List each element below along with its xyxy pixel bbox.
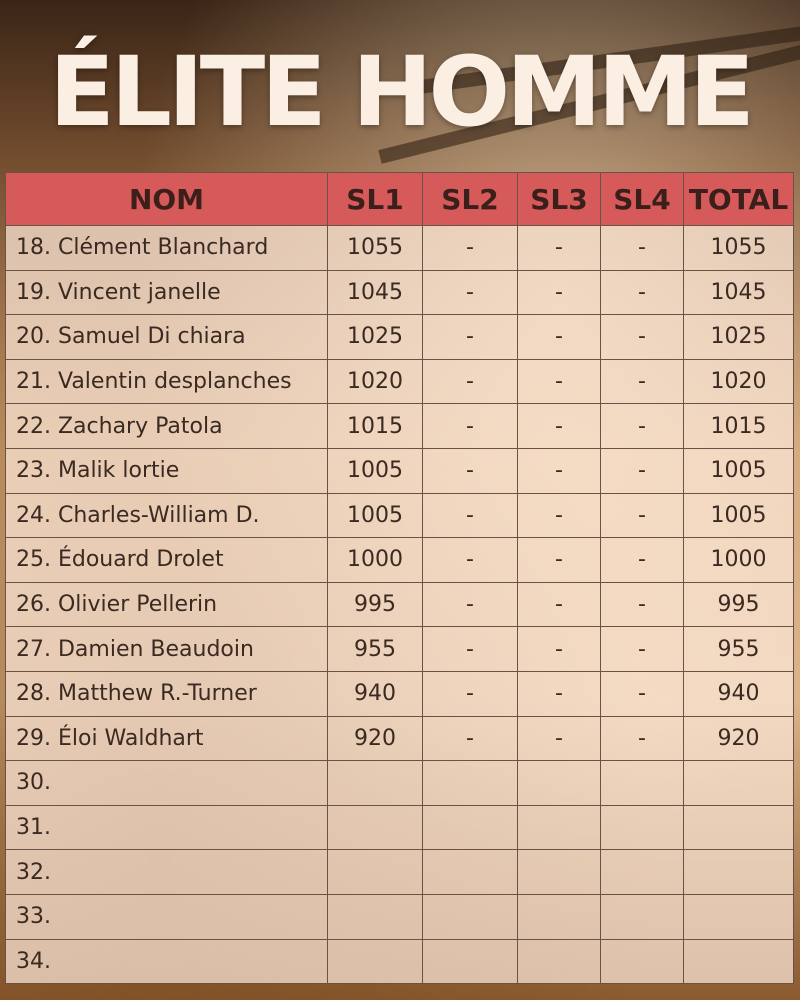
cell-sl1	[328, 850, 423, 895]
cell-name: 25. Édouard Drolet	[6, 538, 328, 583]
cell-name: 18. Clément Blanchard	[6, 226, 328, 271]
cell-sl3	[518, 805, 601, 850]
cell-sl4: -	[601, 315, 684, 360]
cell-sl3: -	[518, 359, 601, 404]
cell-total: 1045	[684, 270, 794, 315]
cell-total: 1000	[684, 538, 794, 583]
cell-sl4: -	[601, 270, 684, 315]
cell-sl2: -	[423, 404, 518, 449]
cell-name: 28. Matthew R.-Turner	[6, 671, 328, 716]
cell-name: 29. Éloi Waldhart	[6, 716, 328, 761]
standings-table	[5, 172, 794, 984]
cell-name: 23. Malik lortie	[6, 448, 328, 493]
cell-sl4: -	[601, 226, 684, 271]
cell-sl1: 955	[328, 627, 423, 672]
cell-sl3: -	[518, 493, 601, 538]
table-row	[6, 226, 794, 271]
table-row	[6, 850, 794, 895]
cell-sl3: -	[518, 671, 601, 716]
cell-name: 19. Vincent janelle	[6, 270, 328, 315]
table-row	[6, 270, 794, 315]
cell-total: 1015	[684, 404, 794, 449]
table-row	[6, 805, 794, 850]
cell-sl2: -	[423, 671, 518, 716]
cell-total: 940	[684, 671, 794, 716]
cell-name: 26. Olivier Pellerin	[6, 582, 328, 627]
cell-sl1: 1045	[328, 270, 423, 315]
cell-sl1: 920	[328, 716, 423, 761]
cell-sl1: 1005	[328, 493, 423, 538]
cell-sl2: -	[423, 627, 518, 672]
cell-sl3	[518, 761, 601, 806]
cell-total: 1020	[684, 359, 794, 404]
column-header-sl2: SL2	[423, 173, 518, 226]
table-row	[6, 894, 794, 939]
cell-sl4	[601, 939, 684, 984]
cell-sl2	[423, 805, 518, 850]
cell-sl1: 1015	[328, 404, 423, 449]
cell-name: 22. Zachary Patola	[6, 404, 328, 449]
cell-sl2: -	[423, 315, 518, 360]
cell-sl2: -	[423, 493, 518, 538]
column-header-sl3: SL3	[518, 173, 601, 226]
cell-sl4	[601, 805, 684, 850]
table-row	[6, 671, 794, 716]
cell-total: 995	[684, 582, 794, 627]
table-row	[6, 315, 794, 360]
cell-sl3: -	[518, 404, 601, 449]
cell-total	[684, 850, 794, 895]
cell-sl2: -	[423, 270, 518, 315]
cell-name: 33.	[6, 894, 328, 939]
cell-sl3	[518, 939, 601, 984]
cell-sl2: -	[423, 538, 518, 583]
cell-sl4: -	[601, 493, 684, 538]
cell-sl4: -	[601, 627, 684, 672]
table-row	[6, 404, 794, 449]
cell-name: 27. Damien Beaudoin	[6, 627, 328, 672]
cell-sl3: -	[518, 270, 601, 315]
cell-name: 20. Samuel Di chiara	[6, 315, 328, 360]
cell-sl2: -	[423, 226, 518, 271]
cell-sl2	[423, 894, 518, 939]
cell-name: 30.	[6, 761, 328, 806]
table-row	[6, 538, 794, 583]
cell-sl4	[601, 894, 684, 939]
cell-sl2: -	[423, 359, 518, 404]
cell-sl1	[328, 894, 423, 939]
cell-sl4: -	[601, 538, 684, 583]
cell-sl1	[328, 805, 423, 850]
table-row	[6, 761, 794, 806]
cell-sl3: -	[518, 448, 601, 493]
cell-total: 955	[684, 627, 794, 672]
cell-sl1: 1025	[328, 315, 423, 360]
cell-sl1: 1005	[328, 448, 423, 493]
cell-sl4	[601, 850, 684, 895]
cell-sl3: -	[518, 716, 601, 761]
cell-sl1	[328, 761, 423, 806]
table-row	[6, 493, 794, 538]
table-row	[6, 582, 794, 627]
table-row	[6, 448, 794, 493]
column-header-sl4: SL4	[601, 173, 684, 226]
cell-sl3	[518, 894, 601, 939]
cell-sl2	[423, 939, 518, 984]
cell-sl1: 940	[328, 671, 423, 716]
table-body	[6, 226, 794, 984]
column-header-sl1: SL1	[328, 173, 423, 226]
cell-total	[684, 805, 794, 850]
cell-sl4: -	[601, 582, 684, 627]
cell-sl3: -	[518, 582, 601, 627]
cell-total: 1055	[684, 226, 794, 271]
cell-name: 24. Charles-William D.	[6, 493, 328, 538]
cell-total	[684, 939, 794, 984]
cell-name: 32.	[6, 850, 328, 895]
cell-sl1: 995	[328, 582, 423, 627]
table-row	[6, 627, 794, 672]
column-header-nom: NOM	[6, 173, 328, 226]
table-row	[6, 939, 794, 984]
cell-sl2	[423, 761, 518, 806]
cell-sl2: -	[423, 448, 518, 493]
cell-sl1	[328, 939, 423, 984]
cell-sl3: -	[518, 315, 601, 360]
cell-sl3	[518, 850, 601, 895]
cell-total	[684, 894, 794, 939]
table-header-row	[6, 173, 794, 226]
cell-total: 1005	[684, 448, 794, 493]
cell-sl4: -	[601, 359, 684, 404]
cell-sl3: -	[518, 538, 601, 583]
cell-total	[684, 761, 794, 806]
cell-name: 21. Valentin desplanches	[6, 359, 328, 404]
cell-sl2	[423, 850, 518, 895]
cell-sl3: -	[518, 226, 601, 271]
cell-total: 1025	[684, 315, 794, 360]
cell-sl4: -	[601, 671, 684, 716]
cell-name: 31.	[6, 805, 328, 850]
cell-sl1: 1020	[328, 359, 423, 404]
table-row	[6, 359, 794, 404]
cell-sl3: -	[518, 627, 601, 672]
table-row	[6, 716, 794, 761]
cell-sl2: -	[423, 582, 518, 627]
cell-sl2: -	[423, 716, 518, 761]
cell-sl1: 1000	[328, 538, 423, 583]
cell-name: 34.	[6, 939, 328, 984]
cell-total: 920	[684, 716, 794, 761]
cell-sl4: -	[601, 448, 684, 493]
cell-sl4: -	[601, 404, 684, 449]
column-header-total: TOTAL	[684, 173, 794, 226]
cell-sl4: -	[601, 716, 684, 761]
page-title: ÉLITE HOMME	[49, 36, 751, 148]
cell-sl4	[601, 761, 684, 806]
cell-total: 1005	[684, 493, 794, 538]
cell-sl1: 1055	[328, 226, 423, 271]
